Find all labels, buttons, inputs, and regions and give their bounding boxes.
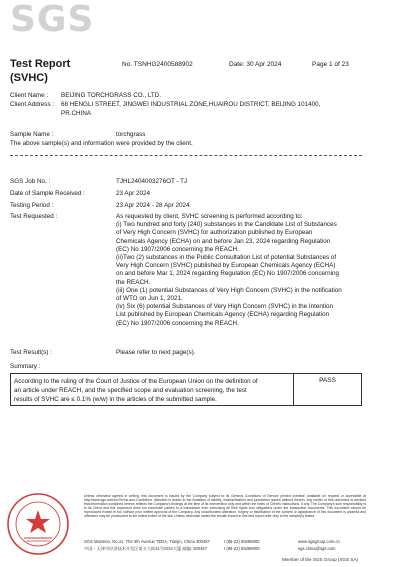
- test-requested-text: [116, 213, 372, 328]
- client-address-line2: PR.CHINA: [61, 110, 92, 117]
- sgs-logo: [10, 0, 95, 40]
- summary-table: [10, 373, 362, 406]
- requested-line: (EC) No 1907/2006 concerning the REACH.: [116, 319, 239, 327]
- phone-en: t (86-22) 65288000: [224, 539, 260, 544]
- client-name-label: Client Name :: [10, 92, 49, 99]
- requested-line: (ii)Two (2) substances in the Public Consultation List of potential Substances of: [116, 254, 337, 262]
- sample-name-label: Sample Name :: [10, 131, 54, 138]
- sample-note: The above sample(s) and information were provided by the client.: [10, 140, 193, 147]
- requested-line: As requested by client, SVHC screening is performed according to:: [116, 213, 303, 220]
- requested-line: Very High Concern (SVHC) published by European Chemicals Agency (ECHA): [116, 262, 336, 270]
- terms-fine-print: Unless otherwise agreed in writing, this document is issued by the Company subject to its General Conditions of Service printed overleaf, available on request or accessible at http://www.sgs.com/en/Terms-and-Conditions. Attention is drawn to the limitation of liability, indemnification and jurisdiction issues defined therein. Any holder of this document is advised that information contained hereon reflects the Company's findings at the time of its intervention only and within the limits of Client's instructions, if any. The Company's sole responsibility is to its Client and this document does not exonerate parties to a transaction from exercising all their rights and obligations under the transaction documents. This document cannot be reproduced except in full, without prior written approval of the Company. Any unauthorized alteration, forgery or falsification of the content or appearance of this document is unlawful and offenders may be prosecuted to the fullest extent of the law. Unless otherwise stated the results shown in this test report refer only to the sample(s) tested.: [84, 494, 366, 519]
- requested-line: (iii) One (1) potential Substances of Very High Concern (SVHC) in the notification: [116, 286, 342, 294]
- page-number: Page 1 of 23: [312, 61, 349, 68]
- requested-line: of Very High Concern (SVHC) for authorization published by European: [116, 229, 313, 237]
- job-number-value: TJHL2404003276OT - TJ: [116, 178, 188, 185]
- report-title: Test Report: [10, 58, 71, 70]
- requested-line: List published by European Chemicals Agency (ECHA) regarding Regulation: [116, 311, 330, 319]
- requested-line: on and before Mar 1, 2024 regarding Regulation (EC) No 1907/2006 concerning: [116, 270, 339, 278]
- email-link[interactable]: sgs.china@sgs.com: [298, 546, 336, 551]
- summary-line: an article under REACH, and the specified scope and evaluation screening, the test: [14, 387, 247, 394]
- requested-line: (EC) No 1907/2006 concerning the REACH.: [116, 245, 239, 253]
- website-link[interactable]: www.sgsgroup.com.cn: [298, 539, 340, 544]
- sample-name-value: torchgrass: [116, 131, 146, 138]
- summary-line: According to the ruling of the Court of Justice of the European Union on the definition of: [14, 378, 258, 385]
- test-requested-label: Test Requested :: [10, 213, 58, 220]
- divider: [10, 155, 362, 156]
- member-note: Member of the SGS Group (SGS SA): [282, 557, 359, 562]
- job-number-label: SGS Job No. :: [10, 178, 51, 185]
- summary-line: results of SVHC are ≤ 0.1% (w/w) in the articles of the submitted sample.: [14, 396, 217, 403]
- received-date-value: 23 Apr 2024: [116, 190, 150, 197]
- requested-line: the REACH.: [116, 278, 151, 286]
- seal-stamp-icon: [6, 492, 70, 556]
- requested-line: of WTO on Jun 1, 2021.: [116, 295, 183, 303]
- report-subtitle: (SVHC): [10, 72, 48, 84]
- requested-line: Chemicals Agency (ECHA) on and before Jan 23, 2024 regarding Regulation: [116, 237, 331, 245]
- report-number: No. TSNHG2400588902: [122, 61, 193, 68]
- summary-label: Summary :: [10, 363, 41, 370]
- summary-result: PASS: [319, 377, 336, 384]
- requested-line: (iv) Six (6) potential Substances of Very High Concern (SVHC) in the Intention: [116, 303, 333, 311]
- client-name-value: BEIJING TORCHGRASS CO., LTD.: [61, 92, 162, 99]
- client-address-line1: 68 HENGLI STREET, JINGWEI INDUSTRIAL ZONE,HUAIROU DISTRICT, BEIJING 101400,: [61, 101, 321, 108]
- client-address-label: Client Address :: [10, 101, 55, 108]
- test-results-label: Test Result(s) :: [10, 349, 52, 356]
- requested-line: (i) Two hundred and forty (240) substances in the Candidate List of Substances: [116, 221, 337, 229]
- phone-cn: t (86-22) 65288000: [224, 546, 260, 551]
- address-en: SGS Mansion, No.41, The 5th Avenue TEDA, Tianjin, China 300457: [84, 539, 210, 544]
- testing-period-value: 23 Apr 2024 - 28 Apr 2024: [116, 202, 190, 209]
- test-results-value: Please refer to next page(s).: [116, 349, 196, 356]
- logo-text: SGS: [10, 0, 95, 40]
- summary-text: [14, 377, 284, 404]
- testing-period-label: Testing Period :: [10, 202, 54, 209]
- report-date: Date: 30 Apr 2024: [229, 61, 282, 68]
- address-cn: 中国・天津市经济技术开发区第五大街41号SGS大厦 邮编: 300457: [84, 546, 208, 551]
- received-date-label: Date of Sample Received :: [10, 190, 85, 197]
